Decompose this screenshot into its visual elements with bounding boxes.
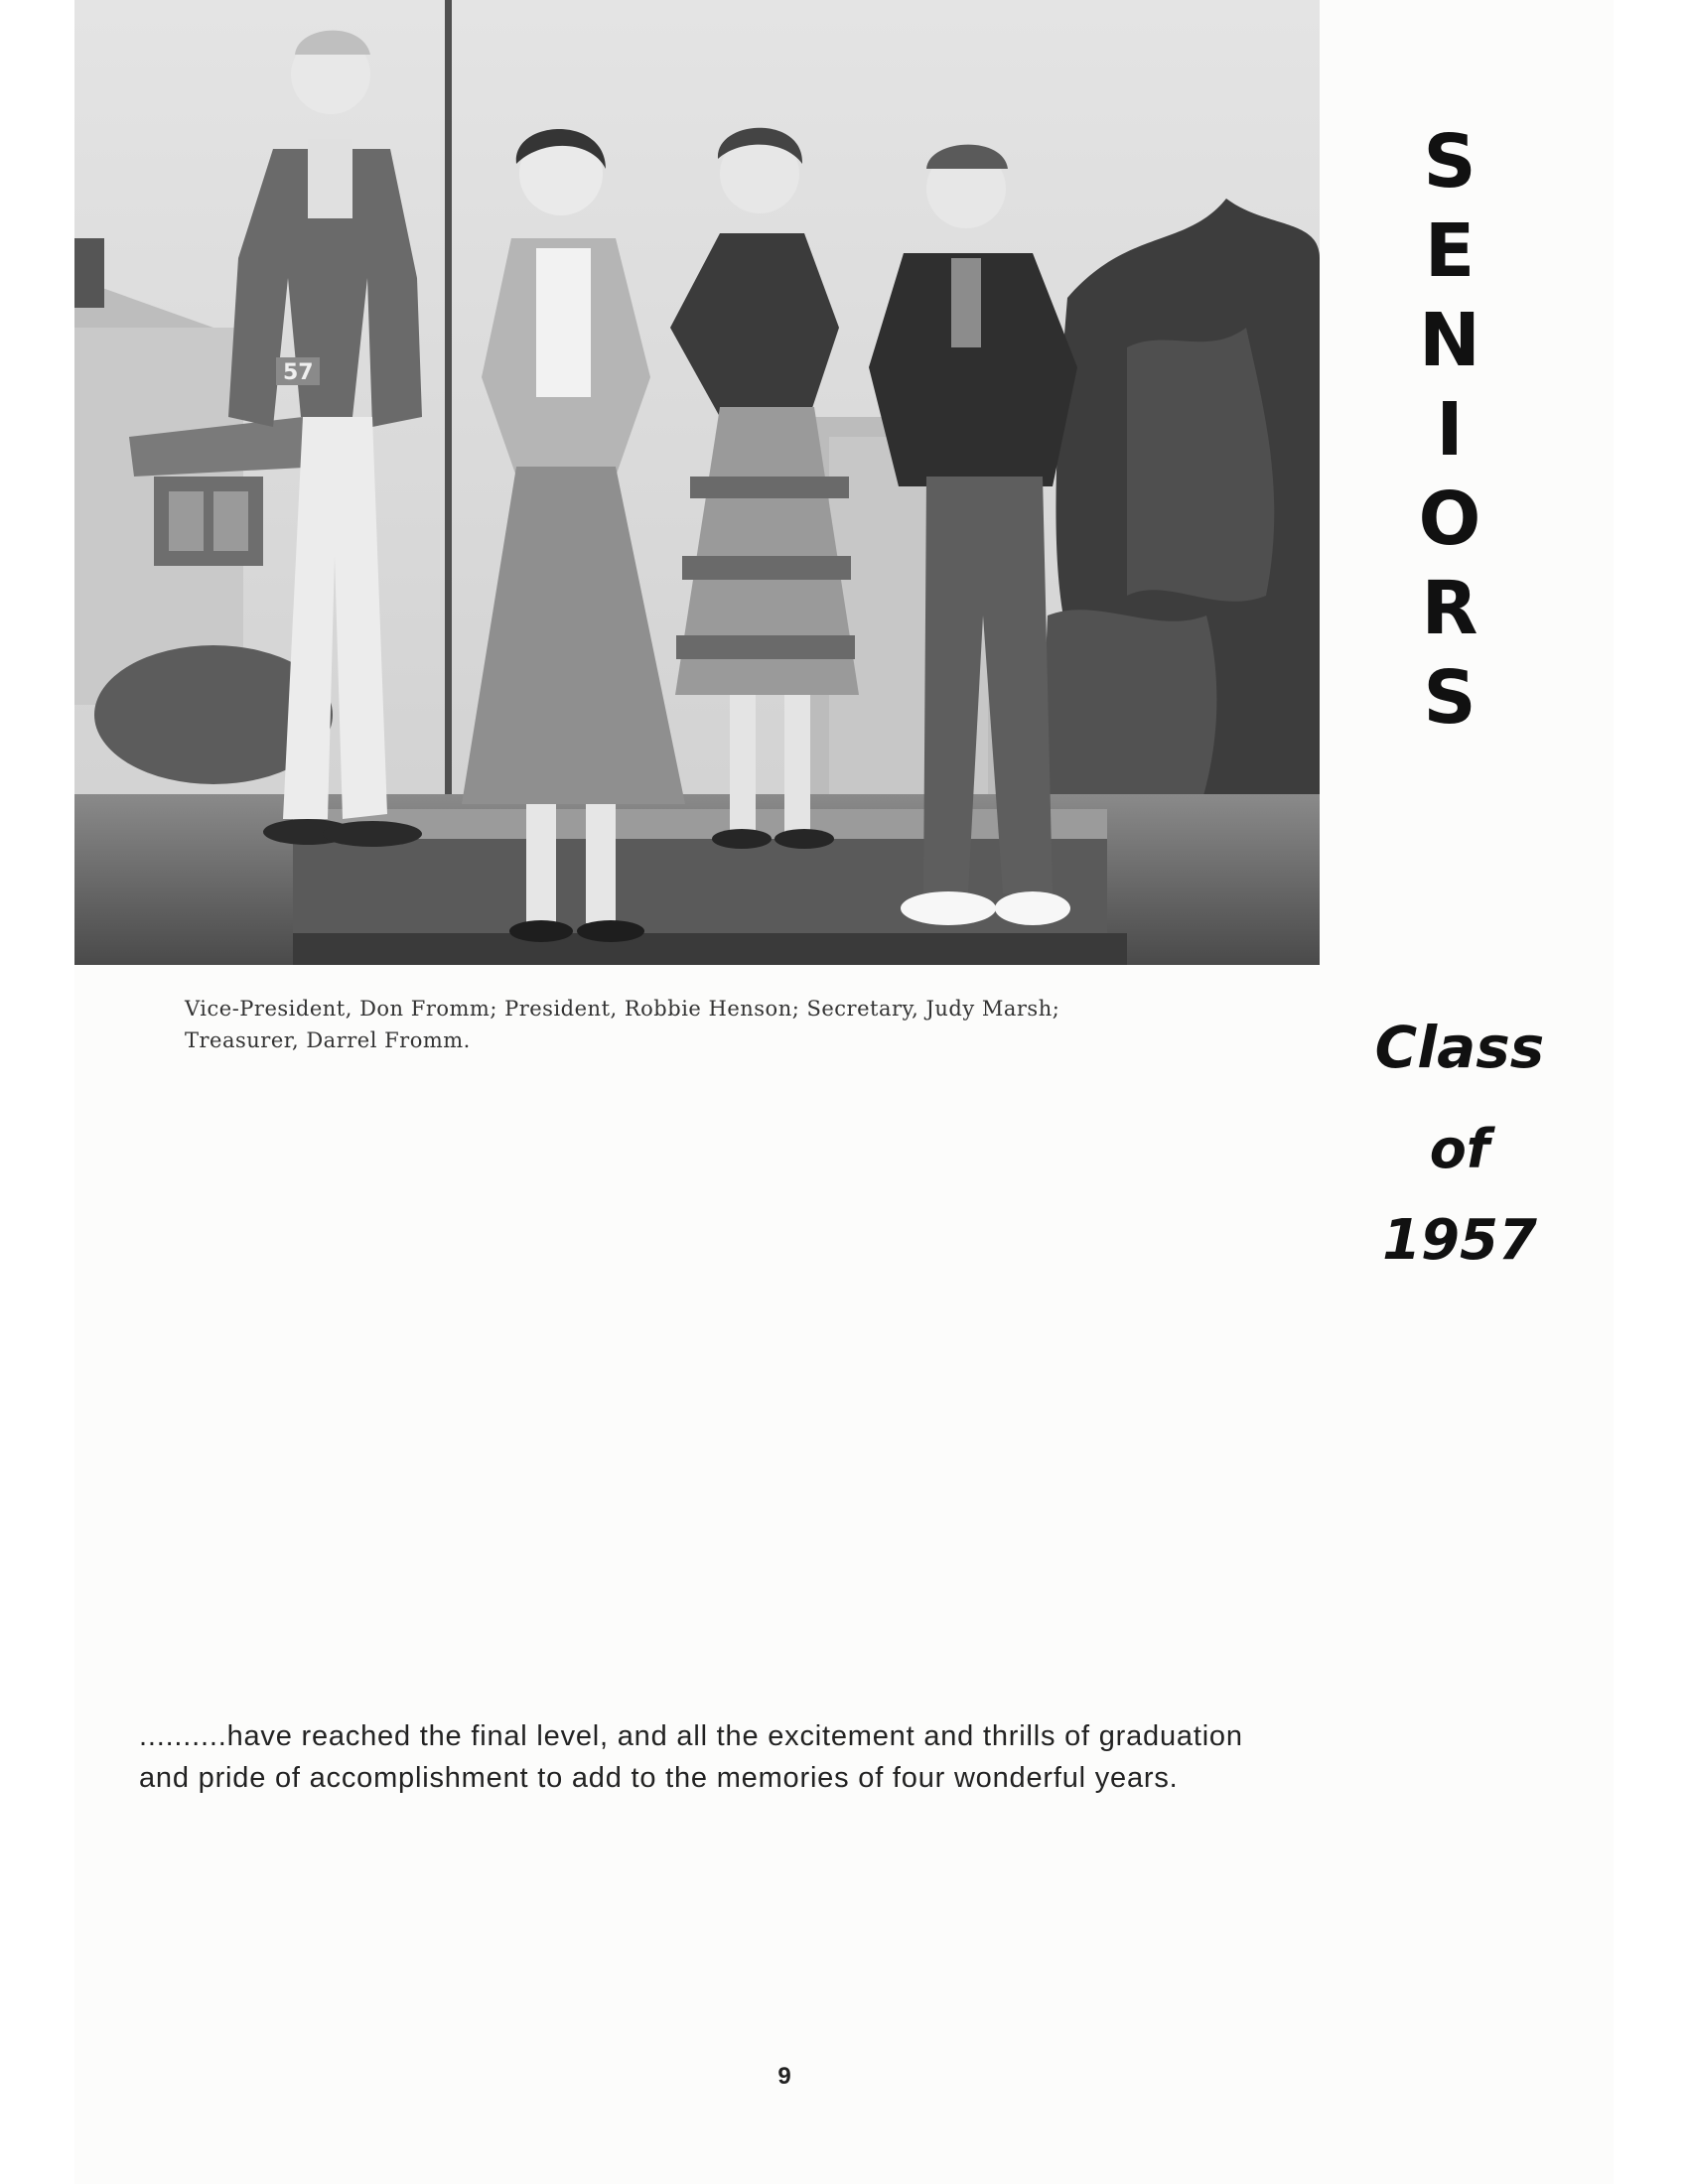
jacket-number: 57: [283, 360, 314, 385]
caption-line-1: Vice-President, Don Fromm; President, Robbie Henson; Secretary, Judy Marsh;: [185, 997, 1060, 1021]
seniors-letter: R: [1421, 566, 1478, 651]
seniors-letter: S: [1423, 655, 1477, 741]
photo-caption: [185, 993, 1178, 1056]
body-paragraph: [139, 1715, 1529, 1799]
body-line-2: and pride of accomplishment to add to the memories of four wonderful years.: [139, 1762, 1179, 1794]
body-line-1: ..........have reached the final level, and all the excitement and thrills of graduation: [139, 1720, 1243, 1752]
seniors-vertical-title: [1395, 117, 1504, 743]
seniors-letter: O: [1418, 477, 1481, 562]
year-label: 1957: [1382, 1208, 1537, 1273]
group-photo-icon: [74, 0, 1320, 965]
page-number: 9: [777, 2063, 791, 2090]
seniors-letter: S: [1423, 119, 1477, 205]
seniors-letter: E: [1424, 208, 1476, 294]
seniors-letter: N: [1419, 298, 1480, 383]
caption-line-2: Treasurer, Darrel Fromm.: [185, 1028, 471, 1052]
group-photo: [74, 0, 1320, 965]
class-label: Class: [1374, 1014, 1545, 1081]
seniors-letter: I: [1436, 387, 1464, 473]
of-label: of: [1429, 1118, 1490, 1180]
